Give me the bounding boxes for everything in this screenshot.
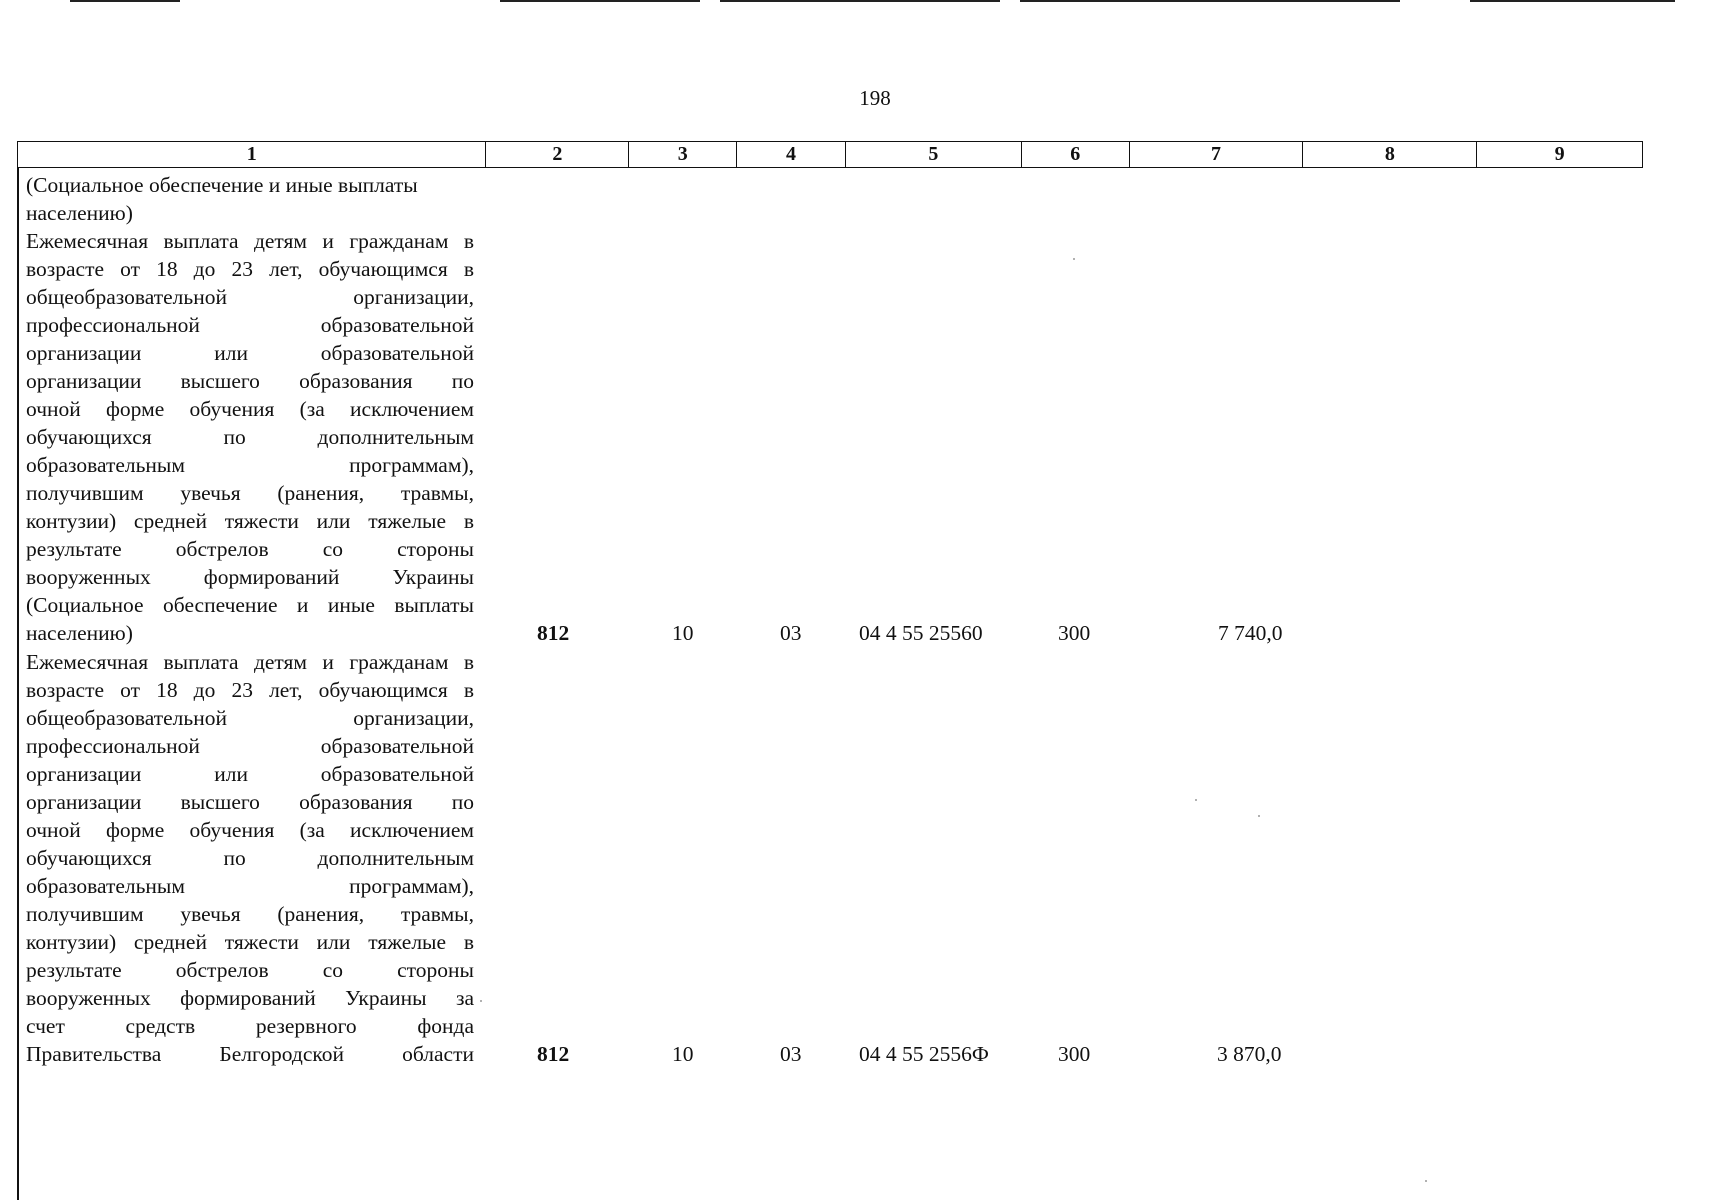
column-header-7: 7 <box>1130 142 1304 167</box>
top-edge-line <box>70 0 180 2</box>
description-line: очной форме обучения (за исключением <box>26 397 474 421</box>
row-2-section: 10 <box>672 1042 694 1066</box>
description-line: организации высшего образования по <box>26 790 474 814</box>
row-2-target-item: 04 4 55 2556Ф <box>859 1042 989 1066</box>
row-1-ministry: 812 <box>537 621 570 645</box>
description-line: населению) <box>26 621 133 645</box>
description-line: профессиональной образовательной <box>26 734 474 758</box>
row-2-expense-type: 300 <box>1058 1042 1091 1066</box>
row-2-ministry: 812 <box>537 1042 570 1066</box>
table-left-border <box>17 168 19 1200</box>
scan-speck <box>1195 799 1197 801</box>
carryover-text <box>26 171 474 227</box>
description-line: образовательным программам), <box>26 874 474 898</box>
row-1-amount: 7 740,0 <box>1218 621 1283 645</box>
top-edge-line <box>1470 0 1675 2</box>
row-2-amount: 3 870,0 <box>1217 1042 1282 1066</box>
top-edge-line <box>500 0 700 2</box>
description-line: очной форме обучения (за исключением <box>26 818 474 842</box>
carryover-line: (Социальное обеспечение и иные выплаты <box>26 173 418 197</box>
column-header-2: 2 <box>486 142 629 167</box>
column-header-5: 5 <box>846 142 1022 167</box>
description-line: общеобразовательной организации, <box>26 706 474 730</box>
description-line: вооруженных формирований Украины за <box>26 986 474 1010</box>
page-number: 198 <box>859 86 891 110</box>
column-header-8: 8 <box>1303 142 1477 167</box>
column-header-6: 6 <box>1022 142 1130 167</box>
scan-speck <box>480 1000 482 1002</box>
row-2-description <box>26 648 474 1068</box>
description-line: Ежемесячная выплата детям и гражданам в <box>26 229 474 253</box>
carryover-line: населению) <box>26 201 133 225</box>
column-header-4: 4 <box>737 142 846 167</box>
description-line: получившим увечья (ранения, травмы, <box>26 902 474 926</box>
row-1-subsection: 03 <box>780 621 802 645</box>
column-header-3: 3 <box>629 142 737 167</box>
description-line: счет средств резервного фонда <box>26 1014 474 1038</box>
scan-speck <box>1258 815 1260 817</box>
row-1-target-item: 04 4 55 25560 <box>859 621 983 645</box>
table-column-header <box>17 141 1643 168</box>
description-line: Ежемесячная выплата детям и гражданам в <box>26 650 474 674</box>
description-line: результате обстрелов со стороны <box>26 537 474 561</box>
column-header-1: 1 <box>18 142 486 167</box>
description-line: контузии) средней тяжести или тяжелые в <box>26 509 474 533</box>
description-line: организации или образовательной <box>26 341 474 365</box>
description-line: возрасте от 18 до 23 лет, обучающимся в <box>26 678 474 702</box>
description-line: организации высшего образования по <box>26 369 474 393</box>
description-line: получившим увечья (ранения, травмы, <box>26 481 474 505</box>
row-1-expense-type: 300 <box>1058 621 1091 645</box>
description-line: (Социальное обеспечение и иные выплаты <box>26 593 474 617</box>
description-line: общеобразовательной организации, <box>26 285 474 309</box>
description-line: обучающихся по дополнительным <box>26 425 474 449</box>
column-header-9: 9 <box>1554 143 1565 165</box>
description-line: контузии) средней тяжести или тяжелые в <box>26 930 474 954</box>
top-edge-line <box>1020 0 1400 2</box>
top-edge-line <box>720 0 1000 2</box>
scan-speck <box>1425 1180 1427 1182</box>
row-1-description <box>26 227 474 647</box>
description-line: возрасте от 18 до 23 лет, обучающимся в <box>26 257 474 281</box>
description-line: профессиональной образовательной <box>26 313 474 337</box>
row-2-subsection: 03 <box>780 1042 802 1066</box>
description-line: обучающихся по дополнительным <box>26 846 474 870</box>
description-line: результате обстрелов со стороны <box>26 958 474 982</box>
row-1-section: 10 <box>672 621 694 645</box>
scan-speck <box>1073 258 1075 260</box>
description-line: Правительства Белгородской области <box>26 1042 474 1066</box>
description-line: вооруженных формирований Украины <box>26 565 474 589</box>
description-line: образовательным программам), <box>26 453 474 477</box>
description-line: организации или образовательной <box>26 762 474 786</box>
